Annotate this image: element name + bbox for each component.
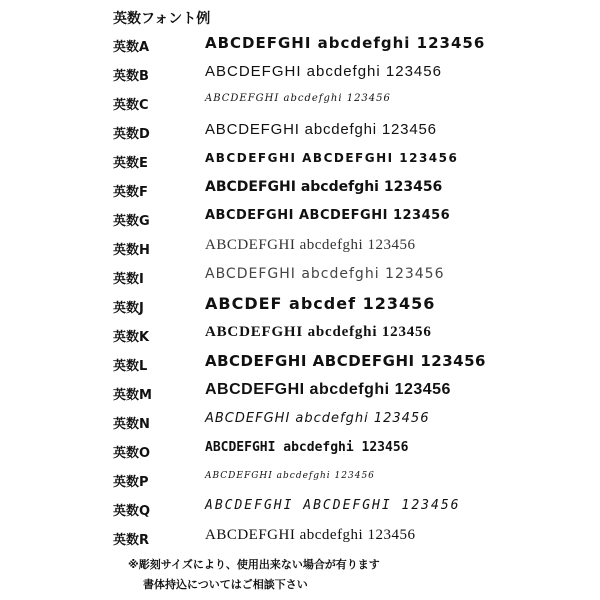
font-label: 英数Q bbox=[113, 504, 151, 519]
font-row-m bbox=[0, 378, 600, 406]
font-row-d bbox=[0, 117, 600, 145]
font-row-q bbox=[0, 494, 600, 522]
font-label: 英数J bbox=[113, 301, 144, 316]
font-row-r bbox=[0, 523, 600, 551]
font-row-i bbox=[0, 262, 600, 290]
font-sample: ABCDEFGHI abcdefghi 123456 bbox=[205, 34, 486, 52]
font-label: 英数N bbox=[113, 417, 150, 432]
font-sample: ABCDEFGHI abcdefghi 123456 bbox=[205, 179, 443, 195]
font-label: 英数H bbox=[113, 243, 150, 258]
font-sample: ABCDEFGHI abcdefghi 123456 bbox=[205, 381, 451, 398]
font-label: 英数F bbox=[113, 185, 148, 200]
font-sample: ABCDEFGHI ABCDEFGHI 123456 bbox=[205, 498, 461, 513]
font-label: 英数B bbox=[113, 69, 149, 84]
font-label: 英数O bbox=[113, 446, 151, 461]
font-label: 英数M bbox=[113, 388, 152, 403]
font-row-c bbox=[0, 88, 600, 116]
font-sample: ABCDEFGHI abcdefghi 123456 bbox=[205, 266, 445, 282]
font-row-g bbox=[0, 204, 600, 232]
page-title: 英数フォント例 bbox=[113, 11, 211, 27]
font-row-b bbox=[0, 59, 600, 87]
font-label: 英数L bbox=[113, 359, 148, 374]
font-label: 英数G bbox=[113, 214, 150, 229]
font-row-h bbox=[0, 233, 600, 261]
font-sample: ABCDEFGHI abcdefghi 123456 bbox=[205, 121, 437, 138]
font-consult-note: 書体持込についてはご相談下さい bbox=[143, 578, 308, 591]
font-label: 英数R bbox=[113, 533, 150, 548]
font-sample: ABCDEFGHI abcdefghi 123456 bbox=[205, 471, 375, 481]
size-note: ※彫刻サイズにより、使用出来ない場合が有ります bbox=[128, 558, 380, 571]
font-sample: ABCDEF abcdef 123456 bbox=[205, 294, 436, 313]
font-label: 英数A bbox=[113, 40, 150, 55]
font-sample: ABCDEFGHI abcdefghi 123456 bbox=[205, 411, 430, 426]
font-label: 英数C bbox=[113, 98, 149, 113]
font-row-f bbox=[0, 175, 600, 203]
font-row-p bbox=[0, 465, 600, 493]
font-label: 英数P bbox=[113, 475, 149, 490]
font-row-k bbox=[0, 320, 600, 348]
font-sample: ABCDEFGHI abcdefghi 123456 bbox=[205, 440, 409, 455]
font-sample: ABCDEFGHI ABCDEFGHI 123456 bbox=[205, 151, 459, 165]
font-sample: ABCDEFGHI ABCDEFGHI 123456 bbox=[205, 352, 486, 370]
font-row-o bbox=[0, 436, 600, 464]
font-row-n bbox=[0, 407, 600, 435]
font-sample: ABCDEFGHI abcdefghi 123456 bbox=[205, 237, 416, 253]
font-row-a bbox=[0, 30, 600, 58]
font-row-l bbox=[0, 349, 600, 377]
font-sample: ABCDEFGHI abcdefghi 123456 bbox=[205, 527, 416, 543]
font-label: 英数E bbox=[113, 156, 148, 171]
font-sample: ABCDEFGHI abcdefghi 123456 bbox=[205, 63, 442, 80]
font-label: 英数D bbox=[113, 127, 150, 142]
font-sample: ABCDEFGHI abcdefghi 123456 bbox=[205, 93, 391, 104]
font-label: 英数K bbox=[113, 330, 150, 345]
font-row-j bbox=[0, 291, 600, 319]
font-sample: ABCDEFGHI abcdefghi 123456 bbox=[205, 324, 432, 340]
font-label: 英数I bbox=[113, 272, 144, 287]
font-sample: ABCDEFGHI ABCDEFGHI 123456 bbox=[205, 208, 451, 223]
font-row-e bbox=[0, 146, 600, 174]
